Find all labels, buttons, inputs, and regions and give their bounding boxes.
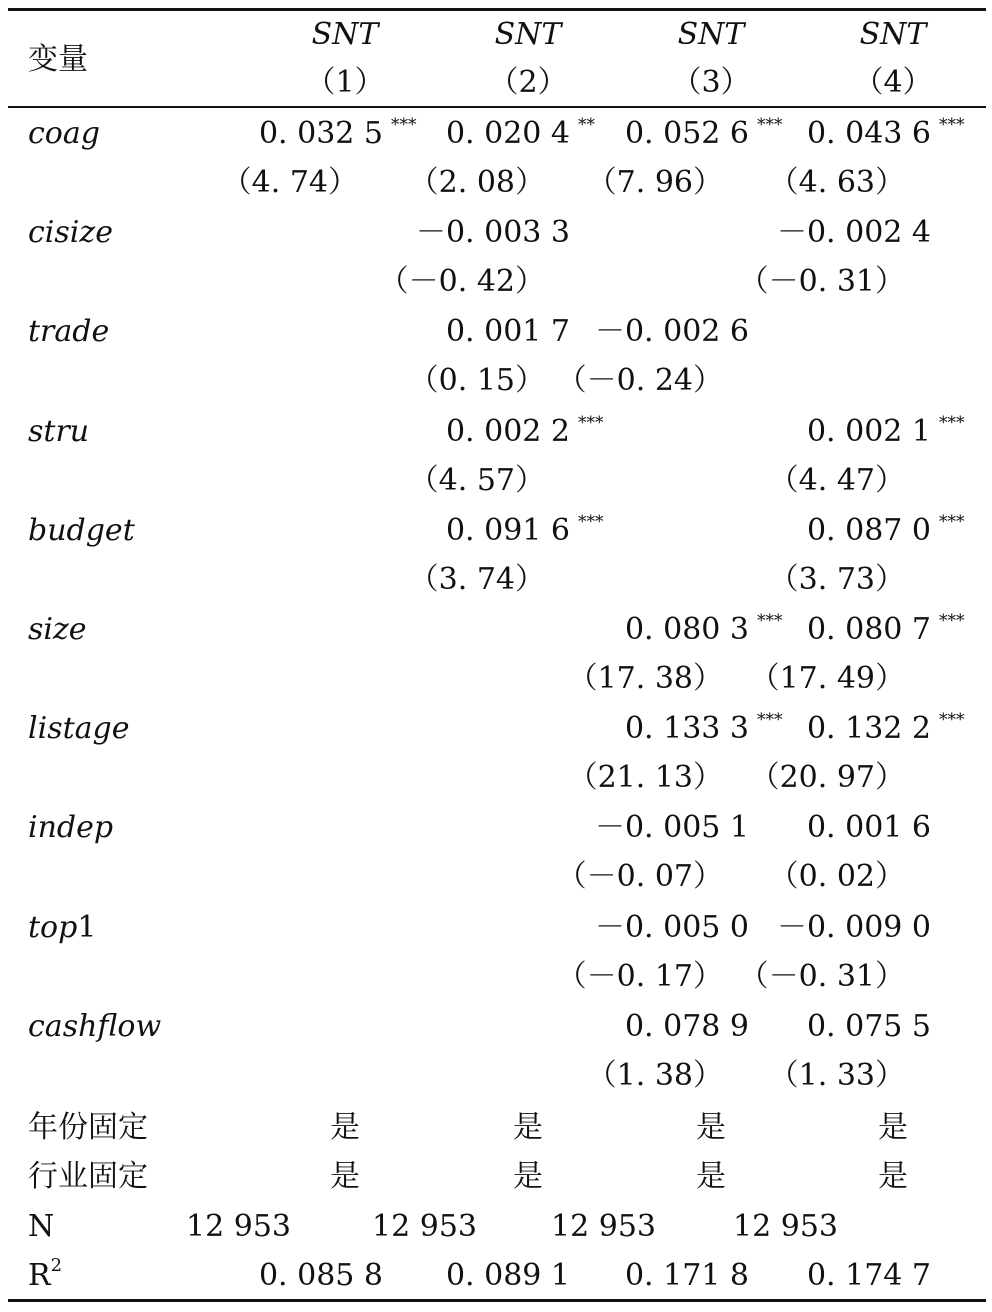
r-squared-value: 0. 085 8	[258, 1258, 383, 1293]
observations-count: 12 953	[733, 1209, 838, 1244]
coefficient: －0. 002 6	[594, 314, 749, 350]
coefficient: －0. 009 0	[776, 909, 931, 945]
row-variable-name: coag	[28, 116, 100, 151]
significance-stars: ***	[939, 511, 965, 532]
significance-stars: ***	[757, 611, 783, 631]
significance-stars: ***	[578, 412, 604, 433]
significance-stars: ***	[391, 115, 417, 135]
fixed-effect-indicator: 是	[330, 1159, 360, 1194]
r-squared-exponent: 2	[50, 1255, 63, 1276]
coefficient: －0. 002 4	[776, 215, 931, 251]
table-bottom-rule	[8, 1299, 986, 1302]
fixed-effect-indicator: 是	[330, 1110, 360, 1145]
significance-stars: ***	[757, 710, 783, 731]
coefficient: 0. 080 7	[806, 612, 931, 647]
coefficient: 0. 002 1	[806, 413, 931, 449]
coefficient: －0. 005 0	[594, 909, 749, 945]
coefficient: －0. 005 1	[594, 810, 749, 846]
column-dependent-variable: SNT	[494, 17, 562, 52]
column-number: （1）	[305, 65, 385, 100]
coefficient: 0. 001 7	[445, 314, 570, 350]
coefficient: 0. 078 9	[624, 1008, 749, 1044]
t-statistic: （20. 97）	[749, 760, 905, 796]
t-statistic: （－0. 31）	[738, 958, 905, 994]
t-statistic: （4. 57）	[408, 462, 545, 498]
significance-stars: ***	[939, 611, 965, 631]
row-variable-name: cashflow	[28, 1008, 162, 1044]
row-variable-name: trade	[28, 314, 110, 350]
row-variable-name: top1	[28, 909, 97, 945]
column-dependent-variable: SNT	[677, 17, 745, 52]
table-top-rule	[8, 8, 986, 11]
significance-stars: ***	[578, 511, 604, 532]
column-number: （2）	[488, 65, 568, 100]
fixed-effect-indicator: 是	[696, 1159, 726, 1194]
t-statistic: （17. 49）	[749, 661, 905, 696]
t-statistic: （0. 15）	[408, 363, 545, 399]
coefficient: 0. 132 2	[806, 711, 931, 747]
t-statistic: （－0. 24）	[556, 363, 723, 399]
coefficient: －0. 003 3	[415, 215, 570, 251]
t-statistic: （3. 73）	[768, 561, 905, 597]
t-statistic: （17. 38）	[567, 661, 723, 696]
r-squared-value: 0. 089 1	[445, 1258, 570, 1293]
fixed-effect-indicator: 是	[513, 1110, 543, 1145]
coefficient: 0. 091 6	[445, 512, 570, 548]
t-statistic: （4. 74）	[221, 165, 358, 200]
significance-stars: ***	[757, 115, 783, 135]
observations-count: 12 953	[186, 1209, 291, 1244]
t-statistic: （7. 96）	[586, 165, 723, 200]
t-statistic: （0. 02）	[768, 859, 905, 895]
header-variable-label: 变量	[28, 42, 88, 77]
r-squared-value: 0. 171 8	[624, 1258, 749, 1293]
coefficient: 0. 020 4	[445, 116, 570, 151]
r-squared-label: $R^2$	[28, 1255, 63, 1293]
fixed-effect-indicator: 是	[878, 1110, 908, 1145]
fixed-effect-label: 行业固定	[28, 1159, 148, 1194]
t-statistic: （－0. 31）	[738, 264, 905, 300]
significance-stars: **	[578, 115, 595, 135]
row-variable-name: budget	[28, 512, 135, 548]
fixed-effect-indicator: 是	[696, 1110, 726, 1145]
t-statistic: （4. 63）	[768, 165, 905, 200]
row-variable-name: listage	[28, 711, 130, 747]
t-statistic: （1. 33）	[768, 1057, 905, 1093]
observations-label: N	[28, 1209, 55, 1244]
coefficient: 0. 075 5	[806, 1008, 931, 1044]
column-number: （4）	[853, 65, 933, 100]
column-number: （3）	[671, 65, 751, 100]
significance-stars: ***	[939, 412, 965, 433]
coefficient: 0. 002 2	[445, 413, 570, 449]
coefficient: 0. 133 3	[624, 711, 749, 747]
t-statistic: （4. 47）	[768, 462, 905, 498]
observations-count: 12 953	[551, 1209, 656, 1244]
significance-stars: ***	[939, 710, 965, 731]
fixed-effect-indicator: 是	[878, 1159, 908, 1194]
coefficient: 0. 001 6	[806, 810, 931, 846]
coefficient: 0. 043 6	[806, 116, 931, 151]
row-variable-name: cisize	[28, 215, 113, 251]
coefficient: 0. 032 5	[258, 116, 383, 151]
t-statistic: （－0. 07）	[556, 859, 723, 895]
table-header-rule	[8, 106, 986, 108]
r-squared-value: 0. 174 7	[806, 1258, 931, 1293]
row-variable-name: stru	[28, 413, 90, 449]
t-statistic: （21. 13）	[567, 760, 723, 796]
t-statistic: （－0. 17）	[556, 958, 723, 994]
t-statistic: （2. 08）	[408, 165, 545, 200]
t-statistic: （1. 38）	[586, 1057, 723, 1093]
t-statistic: （3. 74）	[408, 561, 545, 597]
coefficient: 0. 087 0	[806, 512, 931, 548]
column-dependent-variable: SNT	[859, 17, 927, 52]
fixed-effect-label: 年份固定	[28, 1110, 148, 1145]
row-variable-suffix: 1	[77, 909, 97, 945]
row-variable-name: size	[28, 612, 87, 647]
column-dependent-variable: SNT	[311, 17, 379, 52]
t-statistic: （－0. 42）	[378, 264, 545, 300]
observations-count: 12 953	[372, 1209, 477, 1244]
row-variable-name: indep	[28, 810, 114, 846]
coefficient: 0. 052 6	[624, 116, 749, 151]
significance-stars: ***	[939, 115, 965, 135]
coefficient: 0. 080 3	[624, 612, 749, 647]
fixed-effect-indicator: 是	[513, 1159, 543, 1194]
